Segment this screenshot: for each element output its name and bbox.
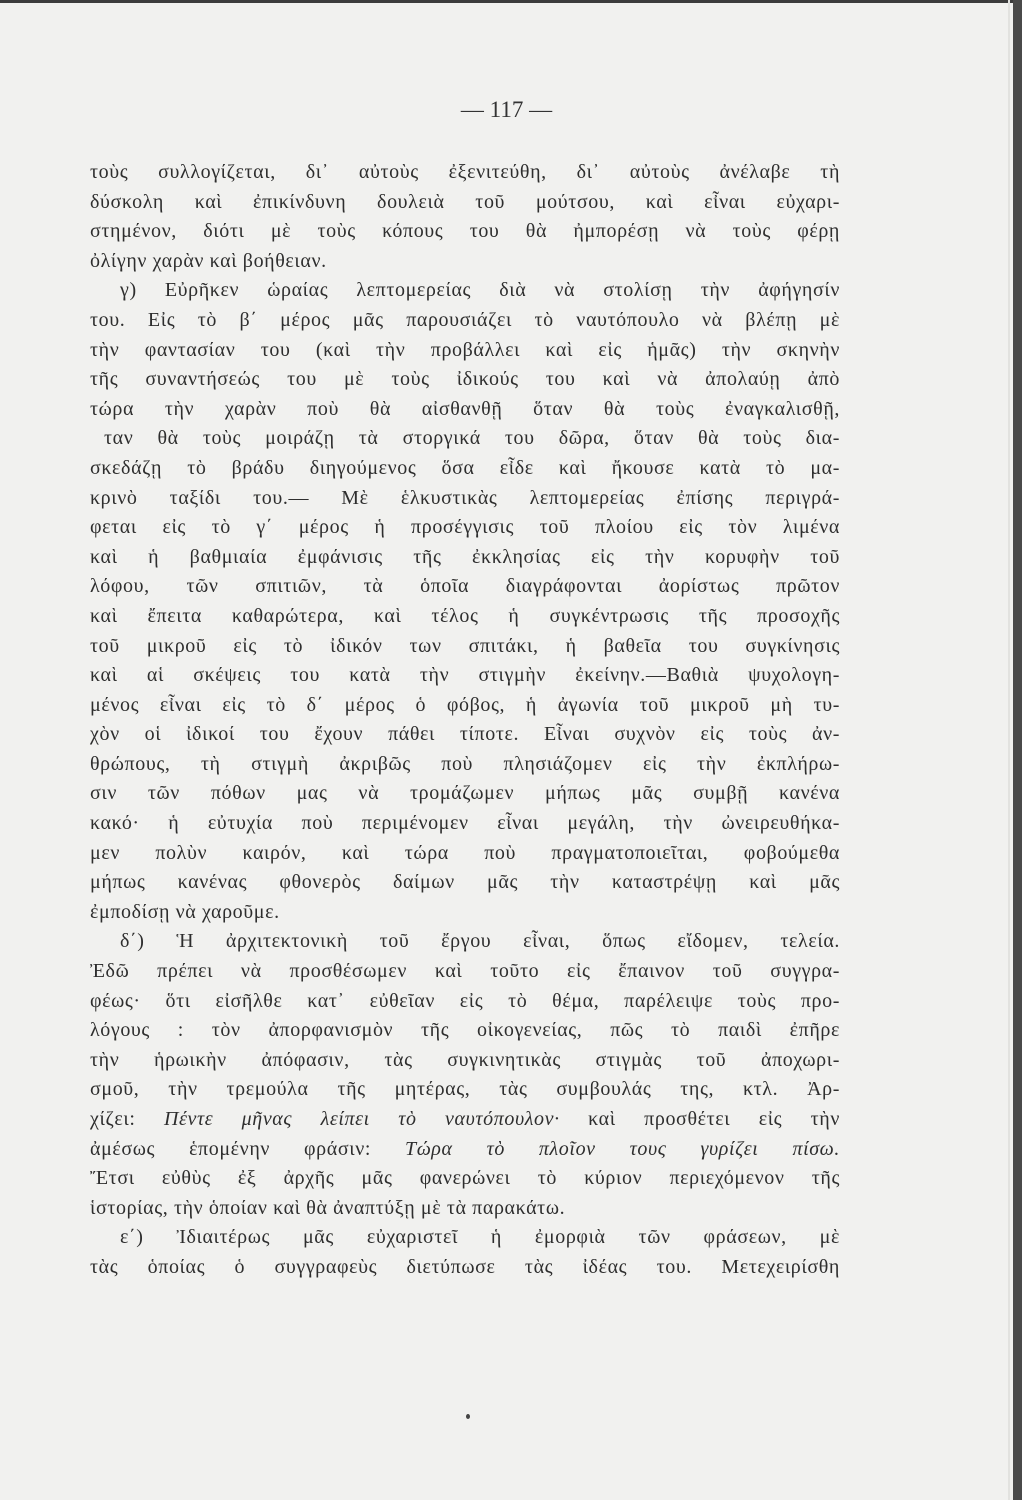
text-line-with-quote xyxy=(90,1105,840,1135)
text-line: καὶ αἱ σκέψεις του κατὰ τὴν στιγμὴν ἐκείνην.—Βαθιὰ ψυχολογη- xyxy=(90,664,840,687)
text-line: τὴν ἡρωικὴν ἀπόφασιν, τὰς συγκινητικὰς στιγμὰς τοῦ ἀποχωρι- xyxy=(90,1048,840,1071)
text-line: μένος εἶναι εἰς τὸ δ΄ μέρος ὁ φόβος, ἡ ἀγωνία τοῦ μικροῦ μὴ τυ- xyxy=(90,693,840,716)
paragraph-delta-start: δ΄) Ἡ ἀρχιτεκτονικὴ τοῦ ἔργου εἶναι, ὅπως εἴδομεν, τελεία. xyxy=(120,930,840,953)
text-line: τώρα τὴν χαρὰν ποὺ θὰ αἰσθανθῇ ὅταν θὰ τοὺς ἐναγκαλισθῇ, xyxy=(90,397,840,420)
book-page xyxy=(0,3,1013,1500)
text-line: λόγους : τὸν ἀπορφανισμὸν τῆς οἰκογενείας, πῶς τὸ παιδὶ ἐπῆρε xyxy=(90,1019,840,1042)
paragraph-gamma-start: γ) Εὐρῆκεν ὡραίας λεπτομερείας διὰ νὰ στολίσῃ τὴν ἀφήγησίν xyxy=(120,279,840,302)
text-line: τοῦ μικροῦ εἰς τὸ ἰδικόν των σπιτάκι, ἡ βαθεῖα του συγκίνησις xyxy=(90,634,840,657)
text-line-with-quote xyxy=(90,1135,840,1165)
text-line: μεν πολὺν καιρόν, καὶ τώρα ποὺ πραγματοποιεῖται, φοβούμεθα xyxy=(90,841,840,864)
text-line: Ἐδῶ πρέπει νὰ προσθέσωμεν καὶ τοῦτο εἰς ἔπαινον τοῦ συγγρα- xyxy=(90,960,840,983)
paragraph-epsilon-start: ε΄) Ἰδιαιτέρως μᾶς εὐχαριστεῖ ἡ ἐμορφιὰ τῶν φράσεων, μὲ xyxy=(120,1226,840,1249)
text-line: σκεδάζῃ τὸ βράδυ διηγούμενος ὅσα εἶδε καὶ ἤκουσε κατὰ τὸ μα- xyxy=(90,456,840,479)
body-text xyxy=(90,158,840,1283)
text-segment: ἀμέσως ἑπομένην φράσιν: xyxy=(90,1137,405,1160)
italic-quote: Τώρα τὸ πλοῖον τους γυρίζει πίσω. xyxy=(405,1137,841,1160)
text-line: ταν θὰ τοὺς μοιράζῃ τὰ στοργικά του δῶρα, ὅταν θὰ τοὺς δια- xyxy=(104,427,840,450)
text-line: θρώπους, τὴ στιγμὴ ἀκριβῶς ποὺ πλησιάζομεν εἰς τὴν ἐκπλήρω- xyxy=(90,752,840,775)
page-number: — 117 — xyxy=(460,97,553,122)
text-line: δύσκολη καὶ ἐπικίνδυνη δουλειὰ τοῦ μούτσου, καὶ εἶναι εὐχαρι- xyxy=(90,190,840,213)
text-line: καὶ ἔπειτα καθαρώτερα, καὶ τέλος ἡ συγκέντρωσις τῆς προσοχῆς xyxy=(90,604,840,627)
page-fold-line xyxy=(1008,0,1010,1500)
italic-quote: Πέντε μῆνας λείπει τὸ ναυτόπουλον· xyxy=(163,1108,560,1130)
scan-right-edge xyxy=(1013,0,1022,1500)
text-line: στημένον, διότι μὲ τοὺς κόπους του θὰ ἠμπορέσῃ νὰ τοὺς φέρῃ xyxy=(90,220,840,243)
text-line: τὴν φαντασίαν του (καὶ τὴν προβάλλει καὶ εἰς ἡμᾶς) τὴν σκηνὴν xyxy=(90,338,840,361)
text-line: σιν τῶν πόθων μας νὰ τρομάζωμεν μήπως μᾶς συμβῇ κανένα xyxy=(90,782,840,805)
text-line: λόφου, τῶν σπιτιῶν, τὰ ὁποῖα διαγράφονται ἀορίστως πρῶτον xyxy=(90,575,840,598)
text-line: σμοῦ, τὴν τρεμούλα τῆς μητέρας, τὰς συμβουλάς της, κτλ. Ἀρ- xyxy=(90,1078,840,1101)
text-line: ἐμποδίσῃ νὰ χαροῦμε. xyxy=(90,900,280,923)
text-line: τῆς συναντήσεώς του μὲ τοὺς ἰδικούς του καὶ νὰ ἀπολαύῃ ἀπὸ xyxy=(90,368,840,391)
text-segment: χίζει: xyxy=(90,1108,164,1130)
text-line: ἱστορίας, τὴν ὁποίαν καὶ θὰ ἀναπτύξῃ μὲ τὰ παρακάτω. xyxy=(90,1196,566,1219)
text-line: κρινὸ ταξίδι του.— Μὲ ἑλκυστικὰς λεπτομερείας ἐπίσης περιγρά- xyxy=(90,486,840,509)
text-line: μήπως κανένας φθονερὸς δαίμων μᾶς τὴν καταστρέψῃ καὶ μᾶς xyxy=(90,871,840,894)
text-line: του. Εἰς τὸ β΄ μέρος μᾶς παρουσιάζει τὸ ναυτόπουλο νὰ βλέπῃ μὲ xyxy=(90,308,840,331)
ink-speck xyxy=(466,1414,470,1419)
text-line: χὸν οἱ ἰδικοί του ἔχουν πάθει τίποτε. Εἶναι συχνὸν εἰς τοὺς ἀν- xyxy=(90,723,840,746)
text-line: τοὺς συλλογίζεται, δι᾿ αὐτοὺς ἐξενιτεύθη, δι᾿ αὐτοὺς ἀνέλαβε τὴ xyxy=(90,161,840,183)
text-line: τὰς ὁποίας ὁ συγγραφεὺς διετύπωσε τὰς ἰδέας του. Μετεχειρίσθη xyxy=(90,1255,840,1278)
text-segment: καὶ προσθέτει εἰς τὴν xyxy=(559,1108,841,1130)
text-line: φέως· ὅτι εἰσῆλθε κατ᾿ εὐθεῖαν εἰς τὸ θέμα, παρέλειψε τοὺς προ- xyxy=(90,989,840,1012)
text-line: καὶ ἡ βαθμιαία ἐμφάνισις τῆς ἐκκλησίας εἰς τὴν κορυφὴν τοῦ xyxy=(90,545,840,568)
text-line: Ἔτσι εὐθὺς ἐξ ἀρχῆς μᾶς φανερώνει τὸ κύριον περιεχόμενον τῆς xyxy=(90,1167,840,1190)
text-line: κακό· ἡ εὐτυχία ποὺ περιμένομεν εἶναι μεγάλη, τὴν ὠνειρευθήκα- xyxy=(90,812,840,835)
text-line: ὀλίγην χαρὰν καὶ βοήθειαν. xyxy=(90,249,327,272)
text-line: φεται εἰς τὸ γ΄ μέρος ἡ προσέγγισις τοῦ πλοίου εἰς τὸν λιμένα xyxy=(90,516,840,539)
